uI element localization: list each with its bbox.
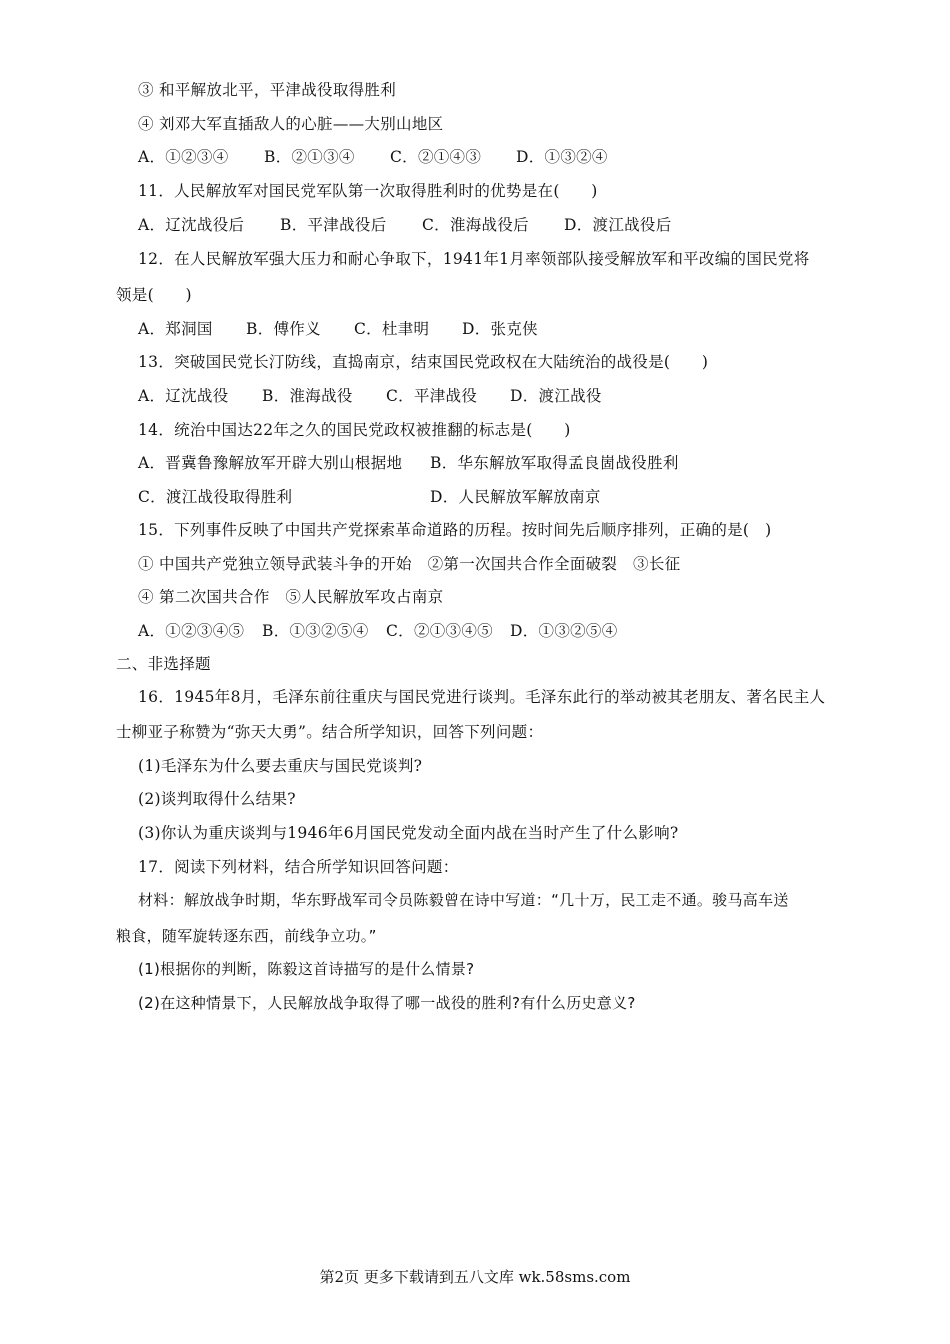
q17-sub-2: (2)在这种情景下，人民解放战争取得了哪一战役的胜利?有什么历史意义? [138,994,636,1012]
q11-options [138,214,672,236]
q14-options-row2 [138,486,601,508]
q15-events-1: ① 中国共产党独立领导武装斗争的开始 ②第一次国共合作全面破裂 ③长征 [138,555,681,573]
q16-sub-3: (3)你认为重庆谈判与1946年6月国民党发动全面内战在当时产生了什么影响? [138,824,679,842]
option-a: A．辽沈战役后 [138,216,245,234]
option-b: B．①③②⑤④ [262,622,369,640]
question-12-cont: 领是( ) [116,286,192,304]
option-c: C．平津战役 [386,387,478,405]
option-c: C．②①③④⑤ [386,622,493,640]
q12-options [138,318,538,340]
option-b: B．②①③④ [264,148,355,166]
question-14: 14．统治中国达22年之久的国民党政权被推翻的标志是( ) [138,421,571,439]
question-13: 13．突破国民党长汀防线，直捣南京，结束国民党政权在大陆统治的战役是( ) [138,353,709,371]
option-d: D．渡江战役 [510,387,602,405]
q13-options [138,385,602,407]
option-c: C．淮海战役后 [422,216,529,234]
q10-item-3: ③ 和平解放北平，平津战役取得胜利 [138,81,397,99]
option-d: D．①③②④ [516,148,608,166]
option-a: A．①②③④⑤ [138,622,245,640]
option-d: D．张克侠 [462,320,538,338]
q10-item-4: ④ 刘邓大军直插敌人的心脏——大别山地区 [138,115,444,133]
q16-sub-1: (1)毛泽东为什么要去重庆与国民党谈判? [138,757,423,775]
q10-options [138,146,608,168]
q14-options-row1 [138,452,679,474]
option-a: A．①②③④ [138,148,229,166]
option-b: B．傅作义 [246,320,321,338]
question-16: 16．1945年8月，毛泽东前往重庆与国民党进行谈判。毛泽东此行的举动被其老朋友、著名民主人 [138,688,826,706]
q17-material-cont: 粮食，随军旋转逐东西，前线争立功。” [116,927,377,945]
q15-options [138,620,618,642]
question-15: 15．下列事件反映了中国共产党探索革命道路的历程。按时间先后顺序排列，正确的是( ) [138,521,772,539]
option-d: D．人民解放军解放南京 [430,488,601,506]
section-heading: 二、非选择题 [116,655,211,673]
option-b: B．华东解放军取得孟良崮战役胜利 [430,454,679,472]
option-d: D．①③②⑤④ [510,622,618,640]
page-footer: 第2页 更多下载请到五八文库 wk.58sms.com [319,1268,631,1286]
question-12: 12．在人民解放军强大压力和耐心争取下，1941年1月率领部队接受解放军和平改编的国民党将 [138,250,810,268]
question-11: 11．人民解放军对国民党军队第一次取得胜利时的优势是在( ) [138,182,598,200]
question-17: 17．阅读下列材料，结合所学知识回答问题： [138,858,459,876]
option-a: A．晋冀鲁豫解放军开辟大别山根据地 [138,454,403,472]
option-a: A．辽沈战役 [138,387,229,405]
q17-material: 材料：解放战争时期，华东野战军司令员陈毅曾在诗中写道：“几十万，民工走不通。骏马高车送 [138,891,789,909]
option-b: B．淮海战役 [262,387,353,405]
option-a: A．郑洞国 [138,320,213,338]
question-16-cont: 士柳亚子称赞为“弥天大勇”。结合所学知识，回答下列问题： [116,723,544,741]
q16-sub-2: (2)谈判取得什么结果? [138,790,296,808]
option-d: D．渡江战役后 [564,216,672,234]
q17-sub-1: (1)根据你的判断，陈毅这首诗描写的是什么情景? [138,960,475,978]
option-c: C．渡江战役取得胜利 [138,488,293,506]
option-b: B．平津战役后 [280,216,387,234]
option-c: C．杜聿明 [354,320,430,338]
q15-events-2: ④ 第二次国共合作 ⑤人民解放军攻占南京 [138,588,444,606]
option-c: C．②①④③ [390,148,482,166]
